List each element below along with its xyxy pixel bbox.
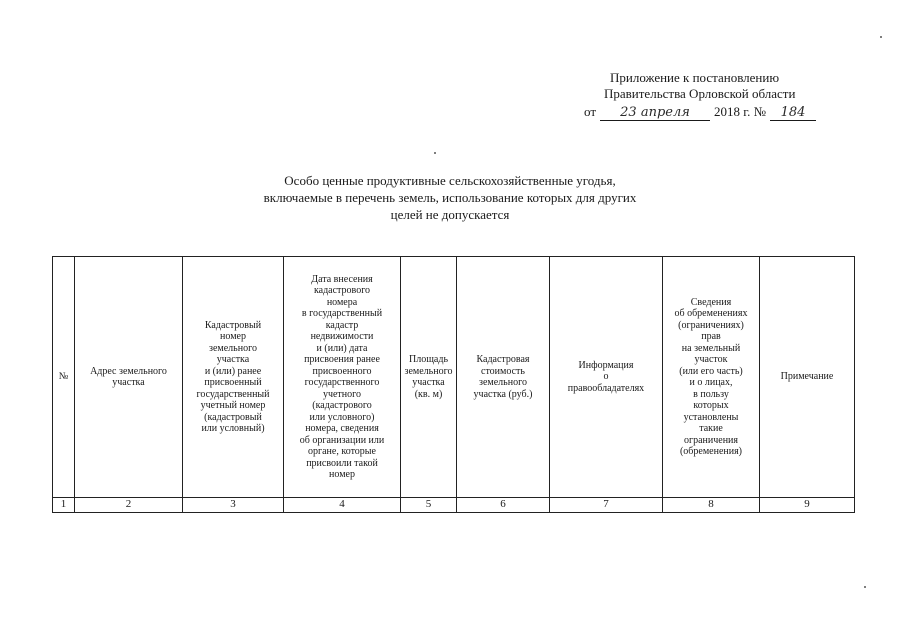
- column-number: 2: [75, 498, 183, 513]
- scan-speck: [880, 36, 882, 38]
- column-header: Кадастровая стоимость земельного участка (руб.): [457, 257, 550, 498]
- table-header-row: [53, 257, 855, 498]
- column-number: 8: [663, 498, 760, 513]
- column-number: 7: [550, 498, 663, 513]
- land-table: [52, 256, 855, 513]
- title-line-3: целей не допускается: [390, 207, 510, 222]
- appendix-line-1: Приложение к постановлению: [610, 70, 780, 85]
- column-number: 5: [401, 498, 457, 513]
- column-header: Дата внесения кадастрового номера в государственный кадастр недвижимости и (или) дата присвоения ранее присвоенного государственного учетного (кадастрового или условного) номера, сведения об организации или органе, которые присвоили такой номер: [284, 257, 401, 498]
- from-label: от: [584, 104, 597, 119]
- column-header: Сведения об обременениях (ограничениях) прав на земельный участок (или его часть) и о лицах, в пользу которых установлены такие ограничения (обременения): [663, 257, 760, 498]
- handwritten-date: 23 апреля: [600, 106, 710, 121]
- column-number-row: [53, 498, 855, 513]
- column-number: 1: [53, 498, 75, 513]
- column-number: 6: [457, 498, 550, 513]
- appendix-line-2: Правительства Орловской области: [604, 86, 796, 101]
- column-number: 4: [284, 498, 401, 513]
- scan-speck: [864, 586, 866, 588]
- column-number: 9: [760, 498, 855, 513]
- title-line-1: Особо ценные продуктивные сельскохозяйственные угодья,: [284, 173, 616, 188]
- document-title: [200, 172, 700, 223]
- column-header: Информация о правообладателях: [550, 257, 663, 498]
- handwritten-number: 184: [770, 106, 816, 121]
- column-header: Адрес земельного участка: [75, 257, 183, 498]
- column-header: Примечание: [760, 257, 855, 498]
- appendix-line-3: [584, 104, 816, 121]
- column-header: Кадастровый номер земельного участка и (или) ранее присвоенный государственный учетный номер (кадастровый или условный): [183, 257, 284, 498]
- title-line-2: включаемые в перечень земель, использование которых для других: [263, 190, 637, 205]
- column-header: №: [53, 257, 75, 498]
- column-header: Площадь земельного участка (кв. м): [401, 257, 457, 498]
- scan-speck: [434, 152, 436, 154]
- year-number-label: 2018 г. №: [714, 104, 767, 119]
- column-number: 3: [183, 498, 284, 513]
